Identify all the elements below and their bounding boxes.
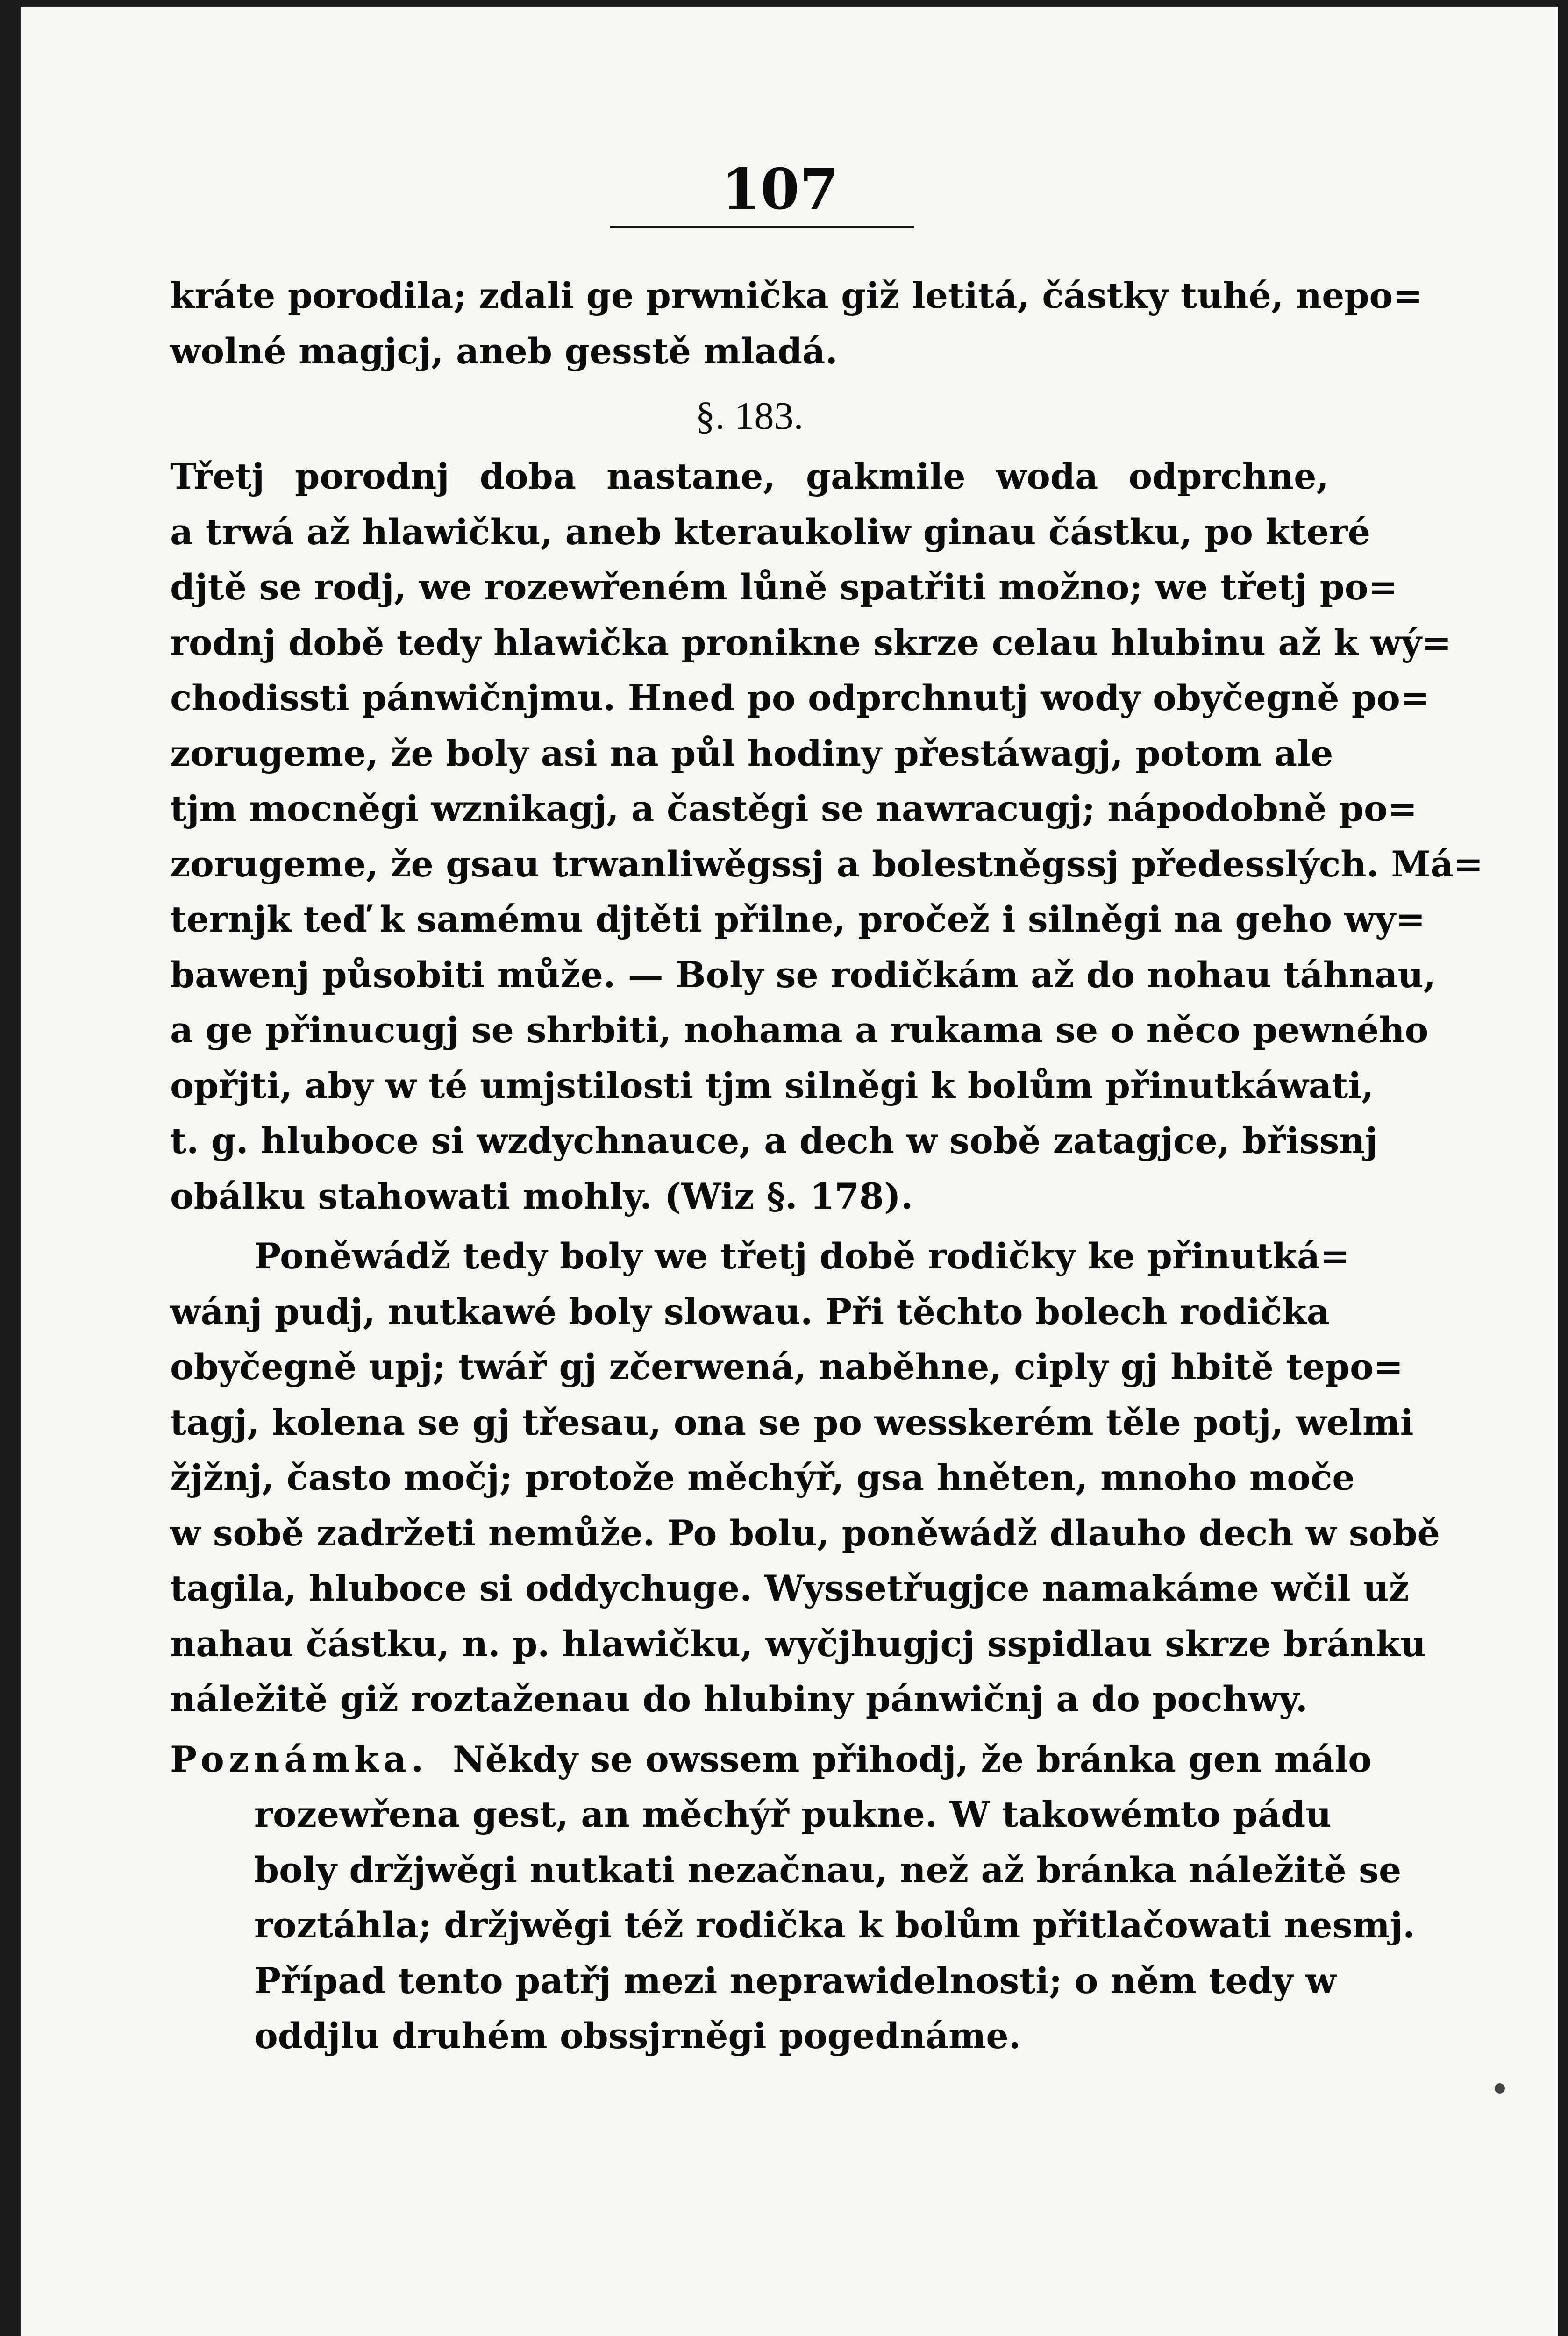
text-line: ternjk teď k samému djtěti přilne, pročež i silněgi na geho wy= xyxy=(170,898,1425,940)
text-line: nahau částku, n. p. hlawičku, wyčjhugjcj sspidlau skrze bránku xyxy=(170,1623,1426,1665)
text-line: tagj, kolena se gj třesau, ona se po wesskerém těle potj, welmi xyxy=(170,1401,1414,1443)
text-line: Případ tento patřj mezi neprawidelnosti; o něm tedy w xyxy=(254,1959,1336,2001)
text-line: tjm mocněgi wznikagj, a častěgi se nawracugj; nápodobně po= xyxy=(170,788,1418,829)
text-line: bawenj působiti může. — Boly se rodičkám až do nohau táhnau, xyxy=(170,954,1436,996)
note-label: Poznámka. xyxy=(170,1738,428,1780)
text-line: Třetj porodnj doba nastane, gakmile woda odprchne, xyxy=(170,456,1329,497)
text-line: a ge přinucugj se shrbiti, nohama a rukama se o něco pewného xyxy=(170,1009,1429,1051)
text-line: rodnj době tedy hlawička pronikne skrze celau hlubinu až k wý= xyxy=(170,621,1452,663)
page-text xyxy=(170,268,1483,2064)
ink-spot xyxy=(1495,2083,1505,2094)
text-line: w sobě zadržeti nemůže. Po bolu, poněwádž dlauho dech w sobě xyxy=(170,1512,1440,1554)
paragraph-intro xyxy=(170,268,1423,379)
text-line: obyčegně upj; twář gj zčerwená, naběhne, ciply gj hbitě tepo= xyxy=(170,1346,1404,1388)
text-line: žjžnj, často močj; protože měchýř, gsa hněten, mnoho moče xyxy=(170,1457,1355,1498)
text-line: zorugeme, že boly asi na půl hodiny přestáwagj, potom ale xyxy=(170,732,1333,774)
note-first-text: Někdy se owssem přihodj, že bránka gen málo xyxy=(453,1738,1372,1780)
text-line: rozewřena gest, an měchýř pukne. W takowémto pádu xyxy=(254,1794,1332,1835)
book-page xyxy=(21,7,1558,2336)
text-line: wolné magjcj, aneb gesstě mladá. xyxy=(170,330,838,372)
text-line: chodissti pánwičnjmu. Hned po odprchnutj wody obyčegně po= xyxy=(170,677,1430,719)
text-line: obálku stahowati mohly. (Wiz §. 178). xyxy=(170,1175,913,1217)
text-line: a trwá až hlawičku, aneb kteraukoliw ginau částku, po které xyxy=(170,511,1370,553)
text-line: wánj pudj, nutkawé boly slowau. Při těchto bolech rodička xyxy=(170,1290,1330,1332)
text-line: náležitě giž roztaženau do hlubiny pánwičnj a do pochwy. xyxy=(170,1678,1308,1720)
note-block xyxy=(170,1732,1415,2064)
text-line: roztáhla; držjwěgi též rodička k bolům přitlačowati nesmj. xyxy=(254,1904,1415,1946)
text-line: zorugeme, že gsau trwanliwěgssj a bolestněgssj předesslých. Má= xyxy=(170,843,1483,885)
paragraph-main xyxy=(170,449,1483,1224)
header-rule xyxy=(610,226,914,228)
note-first-line xyxy=(170,1732,1372,1788)
text-line: kráte porodila; zdali ge prwnička giž letitá, částky tuhé, nepo= xyxy=(170,275,1423,316)
text-line: t. g. hluboce si wzdychnauce, a dech w sobě zatagjce, břissnj xyxy=(170,1120,1378,1161)
section-heading: §. 183. xyxy=(695,394,804,438)
text-line: opřjti, aby w té umjstilosti tjm silněgi k bolům přinutkáwati, xyxy=(170,1064,1374,1106)
paragraph-pushing xyxy=(170,1229,1440,1727)
text-line: djtě se rodj, we rozewřeném lůně spatřiti možno; we třetj po= xyxy=(170,566,1398,608)
page-number: 107 xyxy=(721,157,839,222)
text-line: tagila, hluboce si oddychuge. Wyssetřugjce namakáme wčil už xyxy=(170,1567,1409,1609)
text-line: oddjlu druhém obssjrněgi pogednáme. xyxy=(254,2015,1021,2057)
text-line: boly držjwěgi nutkati nezačnau, než až bránka náležitě se xyxy=(254,1849,1402,1891)
text-line: Poněwádž tedy boly we třetj době rodičky ke přinutká= xyxy=(254,1235,1350,1277)
